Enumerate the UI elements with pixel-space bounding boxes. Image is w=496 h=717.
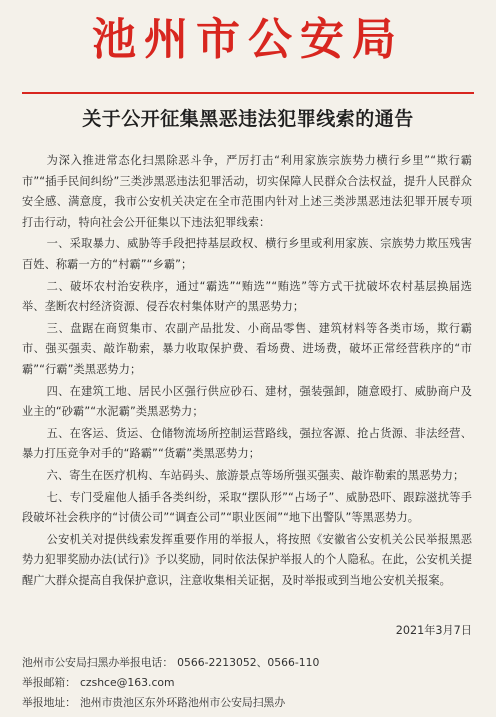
email-label: 举报邮箱： [22,676,76,689]
clue-item-4: 四、在建筑工地、居民小区强行供应砂石、建材，强装强卸，随意殴打、威胁商户及业主的“砂霸”“水泥霸”类黑恶势力； [22,384,472,419]
document-body [22,151,472,591]
red-divider [22,92,474,94]
contact-block [22,653,482,713]
address-value: 池州市贵池区东外环路池州市公安局扫黑办 [79,696,286,709]
issue-date: 2021年3月7日 [395,624,472,637]
clue-item-1: 一、采取暴力、威胁等手段把持基层政权、横行乡里或利用家族、宗族势力欺压残害百姓、称霸一方的“村霸”“乡霸”； [22,237,472,271]
clue-item-7: 七、专门受雇他人插手各类纠纷，采取“摆队形”“占场子”、威胁恐吓、跟踪滋扰等手段破坏社会秩序的“讨债公司”“调查公司”“职业医闹”“地下出警队”等黑恶势力。 [22,490,472,525]
email-row [22,673,482,693]
masthead [0,8,496,74]
phone-row [22,653,482,673]
clue-item-6: 六、寄生在医疗机构、车站码头、旅游景点等场所强买强卖、敲诈勒索的黑恶势力； [46,468,465,482]
intro-paragraph: 为深入推进常态化扫黑除恶斗争，严厉打击“利用家族宗族势力横行乡里”“欺行霸市”“插手民间纠纷”三类涉黑恶违法犯罪活动，切实保障人民群众合法权益，提升人民群众安全感、满意度，我市公安机关决定在全市范围内针对上述三类涉黑恶违法犯罪开展专项打击行动，特向社会公开征集以下违法犯罪线索： [22,154,472,229]
email-address[interactable]: czshce@163.com [79,676,175,689]
clue-item-2: 二、破坏农村治安秩序，通过“霸选”“贿选”“贿选”等方式干扰破坏农村基层换届选举、垄断农村经济资源、侵吞农村集体财产的黑恶势力； [22,279,472,314]
reward-paragraph: 公安机关对提供线索发挥重要作用的举报人，将按照《安徽省公安机关公民举报黑恶势力犯罪奖励办法(试行)》予以奖励，同时依法保护举报人的个人隐私。在此，公安机关提醒广大群众提高自我保护意识，注意收集相关证据，及时举报或到当地公安机关报案。 [22,532,472,587]
phone-number[interactable]: 0566-2213052、0566-110 [177,656,320,669]
masthead-title: 池州市公安局 [92,14,404,65]
address-label: 举报地址： [22,696,76,709]
phone-label: 池州市公安局扫黑办举报电话： [22,656,174,669]
document-title: 关于公开征集黑恶违法犯罪线索的通告 [82,108,414,130]
address-row [22,693,482,713]
clue-item-5: 五、在客运、货运、仓储物流场所控制运营路线，强拉客源、抢占货源、非法经营、暴力打压竞争对手的“路霸”“货霸”类黑恶势力； [22,426,472,461]
clue-item-3: 三、盘踞在商贸集市、农副产品批发、小商品零售、建筑材料等各类市场，欺行霸市、强买强卖、敲诈勒索，暴力收取保护费、看场费、进场费，破坏正常经营秩序的“市霸”“行霸”类黑恶势力； [22,321,472,376]
